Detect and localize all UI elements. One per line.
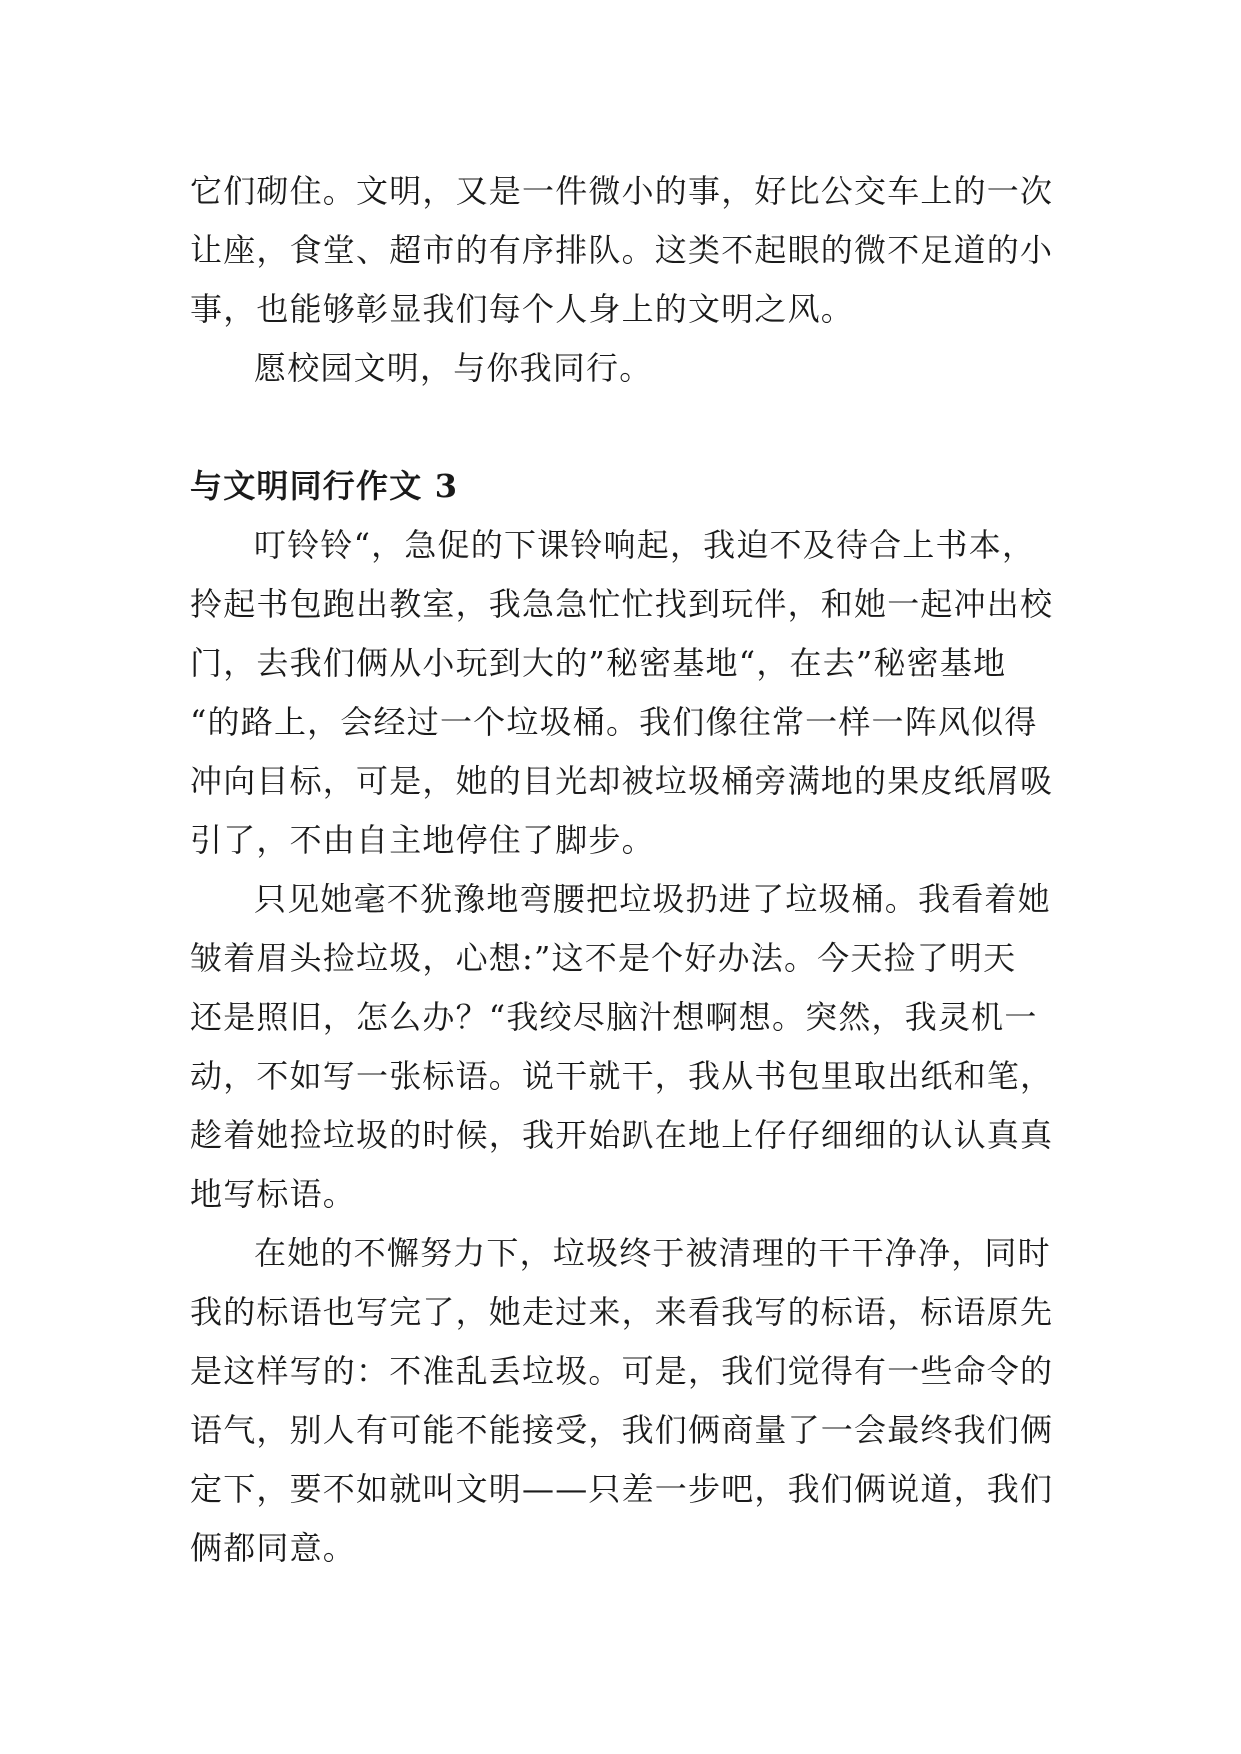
text-line: 引了，不由自主地停住了脚步。 (190, 821, 655, 859)
text-line: 地写标语。 (190, 1175, 357, 1213)
text-line: 是这样写的：不准乱丢垃圾。可是，我们觉得有一些命令的 (190, 1352, 1054, 1390)
text-line: 拎起书包跑出教室，我急急忙忙找到玩伴，和她一起冲出校 (190, 585, 1054, 623)
paragraph-4 (190, 870, 1054, 1224)
text-line: 愿校园文明，与你我同行。 (254, 349, 653, 387)
document-body (190, 162, 1054, 1578)
text-line: 叮铃铃“，急促的下课铃响起，我迫不及待合上书本， (254, 526, 1036, 564)
paragraph-5 (190, 1224, 1054, 1578)
text-line: 让座，食堂、超市的有序排队。这类不起眼的微不足道的小 (190, 231, 1054, 269)
text-line: 事，也能够彰显我们每个人身上的文明之风。 (190, 290, 855, 328)
text-line: 在她的不懈努力下，垃圾终于被清理的干干净净，同时 (254, 1234, 1051, 1272)
text-line: 定下，要不如就叫文明——只差一步吧，我们俩说道，我们 (190, 1470, 1054, 1508)
text-line: 它们砌住。文明，又是一件微小的事，好比公交车上的一次 (190, 172, 1054, 210)
section-gap (190, 398, 1050, 457)
text-line: 还是照旧，怎么办？“我绞尽脑汁想啊想。突然，我灵机一 (190, 998, 1038, 1036)
paragraph-3 (190, 516, 1054, 870)
text-line: 皱着眉头捡垃圾，心想:”这不是个好办法。今天捡了明天 (190, 939, 1017, 977)
text-line: 我的标语也写完了，她走过来，来看我写的标语，标语原先 (190, 1293, 1054, 1331)
text-line: 动，不如写一张标语。说干就干，我从书包里取出纸和笔， (190, 1057, 1054, 1095)
paragraph-1 (190, 162, 1054, 339)
text-line: 门，去我们俩从小玩到大的”秘密基地“，在去”秘密基地 (190, 644, 1007, 682)
text-line: 语气，别人有可能不能接受，我们俩商量了一会最终我们俩 (190, 1411, 1054, 1449)
text-line: 趁着她捡垃圾的时候，我开始趴在地上仔仔细细的认认真真 (190, 1116, 1054, 1154)
text-line: 冲向目标，可是，她的目光却被垃圾桶旁满地的果皮纸屑吸 (190, 762, 1054, 800)
text-line: 只见她毫不犹豫地弯腰把垃圾扔进了垃圾桶。我看着她 (254, 880, 1051, 918)
text-line: “的路上，会经过一个垃圾桶。我们像往常一样一阵风似得 (190, 703, 1038, 741)
section-heading: 与文明同行作文 3 (190, 467, 459, 505)
text-line: 俩都同意。 (190, 1529, 357, 1567)
paragraph-2 (190, 339, 1050, 398)
